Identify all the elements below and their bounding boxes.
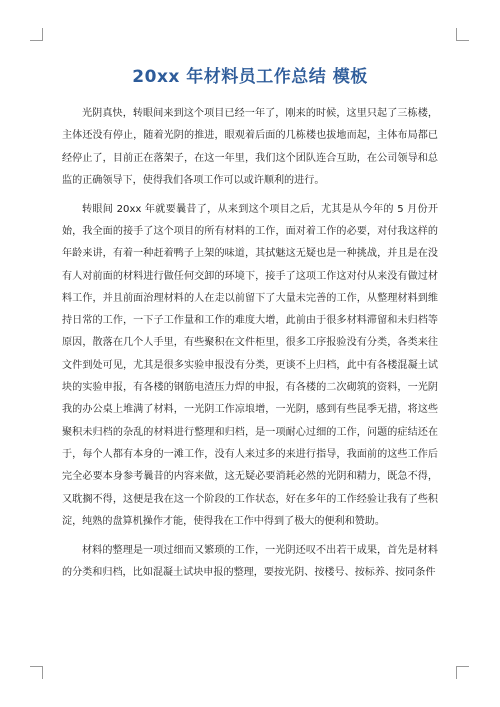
document-body	[62, 103, 438, 591]
document-title: 20xx 年材料员工作总结 模板	[132, 67, 368, 87]
crop-mark-bottom-right	[456, 666, 469, 679]
paragraph-2: 转眼间 20xx 年就要曩昔了，从来到这个项目之后，尤其是从今年的 5 月份开始，我全面的接手了这个项目的所有材料的工作，面对着工作的必要，对付我这样的年龄来讲，有着一种赶着鸭子上架的味道，其拭魅这无疑也是一种挑战，并且是在没有人对前面的材料进行做任何交卸的环境下，接手了这项工作这对付从来没有做过材料工作，并且前面治理材料的人在走以前留下了大量未完善的工作，从整理材料到维持日常的工作，一下子工作量和工作的难度大增，此前由于很多材料滞留和未归档等原因，散落在几个人手里，有些聚积在文件柜里，很多工序报验没有分类，各类来往文件到处可见，尤其是很多实验申报没有分类，更谈不上归档，此中有各楼混凝土试块的实验申报，有各楼的钢筋电渣压力焊的申报，有各楼的二次砌筑的资料，一光阴我的办公桌上堆满了材料，一光阴工作凉埌增，一光阴，感到有些昆季无措，将这些聚积未归档的杂乱的材料进行整理和归档，是一项耐心过细的工作，问题的症结还在于，每个人都有本身的一滩工作，没有人来过多的来进行指导，我面前的这些工作后完全必要本身参考曩昔的内容来做，这无疑必要消耗必然的光阴和精力，既急不得，又耽搁不得，这便是我在这一个阶段的工作状态，好在多年的工作经验让我有了些积淀，纯熟的盘算机操作才能，使得我在工作中得到了极大的便利和赞助。	[62, 203, 438, 527]
paragraph-1: 光阴真快，转眼间来到这个项目已经一年了，刚来的时候，这里只起了三栋楼，主体还没有停止，随着光阴的推进，眼观着后面的几栋楼也拔地而起，主体布局都已经停止了，目前正在落架子，在这一年里，我们这个团队连合互助，在公司领导和总监的正确领导下，使得我们各项工作可以或许顺利的进行。	[62, 108, 438, 186]
crop-mark-top-right	[456, 28, 469, 41]
crop-mark-bottom-left	[30, 666, 43, 679]
crop-mark-top-left	[30, 28, 43, 41]
paragraph-3: 材料的整理是一项过细而又繁琐的工作，一光阴还叹不出若干成果，首先是材料的分类和归档，比如混凝土试块申报的整理，要按光阴、按楼号、按标养、按同条件	[62, 544, 438, 578]
